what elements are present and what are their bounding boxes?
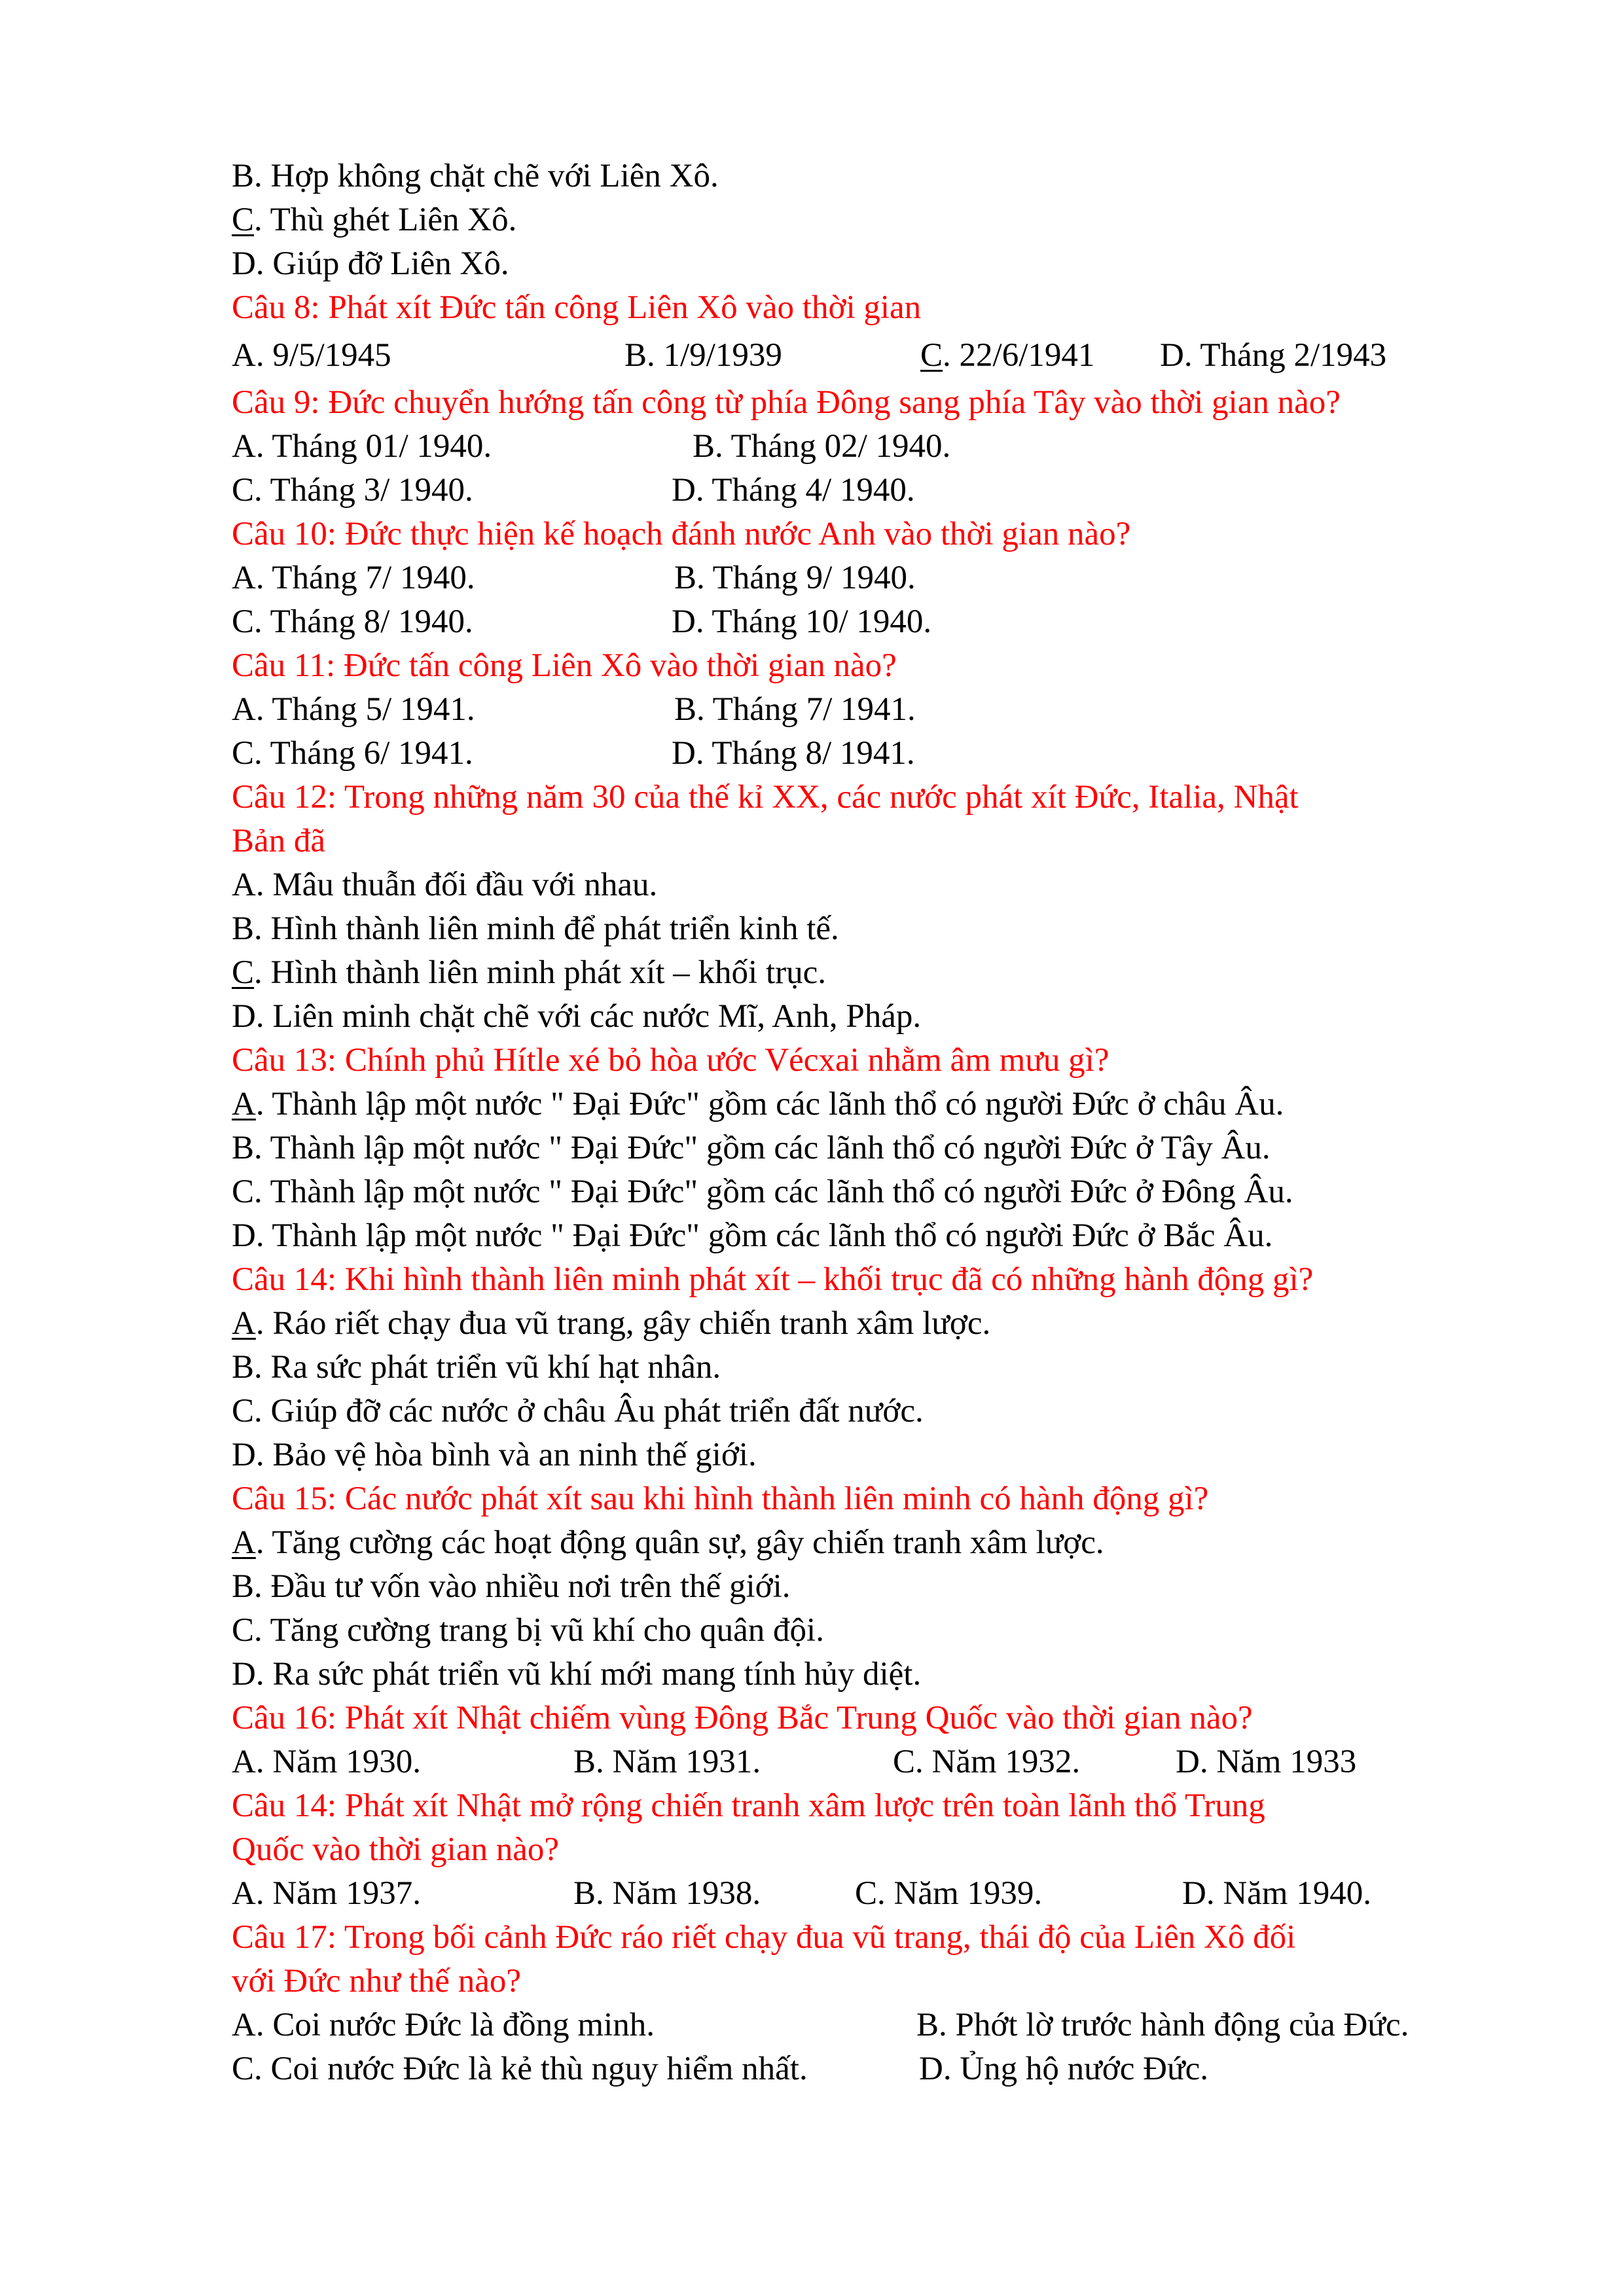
- q13-option-b: B. Thành lập một nước " Đại Đức" gồm các lãnh thổ có người Đức ở Tây Âu.: [232, 1130, 1271, 1166]
- q13-option-a-text: . Thành lập một nước " Đại Đức" gồm các lãnh thổ có người Đức ở châu Âu.: [255, 1086, 1284, 1122]
- q10-options-row-2: [232, 600, 1541, 644]
- q16-option-c: C. Năm 1932.: [893, 1744, 1081, 1780]
- q15-option-b: B. Đầu tư vốn vào nhiều nơi trên thế giới.: [232, 1568, 791, 1605]
- q16-option-a: A. Năm 1930.: [232, 1744, 421, 1780]
- q10-options-row-1: [232, 556, 1541, 600]
- q14-option-c: C. Giúp đỡ các nước ở châu Âu phát triển đất nước.: [232, 1393, 924, 1429]
- q14-option-b: B. Ra sức phát triển vũ khí hạt nhân.: [232, 1349, 721, 1386]
- q9-option-c: C. Tháng 3/ 1940.: [232, 472, 473, 509]
- q10-option-d: D. Tháng 10/ 1940.: [672, 603, 932, 640]
- q10-title: Câu 10: Đức thực hiện kế hoạch đánh nước Anh vào thời gian nào?: [232, 516, 1131, 552]
- q10-option-a: A. Tháng 7/ 1940.: [232, 560, 475, 596]
- answer-mark: A: [232, 1086, 256, 1122]
- q15-title: Câu 15: Các nước phát xít sau khi hình thành liên minh có hành động gì?: [232, 1480, 1209, 1517]
- q9-option-b: B. Tháng 02/ 1940.: [693, 428, 951, 465]
- q11-title: Câu 11: Đức tấn công Liên Xô vào thời gian nào?: [232, 647, 897, 684]
- q14b-option-d: D. Năm 1940.: [1182, 1875, 1371, 1912]
- q11-option-c: C. Tháng 6/ 1941.: [232, 735, 473, 772]
- q14b-option-c: C. Năm 1939.: [855, 1875, 1043, 1912]
- q14b-options-row: [232, 1872, 1541, 1916]
- document-page: [232, 154, 1541, 2091]
- q7-option-b-text: B. Hợp không chặt chẽ với Liên Xô.: [232, 158, 719, 194]
- q14b-option-b: B. Năm 1938.: [573, 1875, 761, 1912]
- q17-title-line-2: với Đức như thế nào?: [232, 1963, 521, 2000]
- q15-option-d: D. Ra sức phát triển vũ khí mới mang tính hủy diệt.: [232, 1656, 922, 1693]
- answer-mark: A: [232, 1305, 256, 1342]
- q16-title: Câu 16: Phát xít Nhật chiếm vùng Đông Bắc Trung Quốc vào thời gian nào?: [232, 1700, 1253, 1736]
- q17-options-row-1: [232, 2003, 1541, 2047]
- q9-options-row-2: [232, 469, 1541, 512]
- q12-title-line-2: Bản đã: [232, 823, 326, 859]
- q14b-option-a: A. Năm 1937.: [232, 1875, 421, 1912]
- q10-option-c: C. Tháng 8/ 1940.: [232, 603, 473, 640]
- q12-option-b: B. Hình thành liên minh để phát triển kinh tế.: [232, 910, 839, 947]
- q16-option-d: D. Năm 1933: [1176, 1744, 1357, 1780]
- q13-option-a: [232, 1083, 1541, 1126]
- q14b-title-line-1: Câu 14: Phát xít Nhật mở rộng chiến tranh xâm lược trên toàn lãnh thổ Trung: [232, 1787, 1265, 1824]
- q10-option-b: B. Tháng 9/ 1940.: [674, 560, 916, 596]
- q8-option-d: D. Tháng 2/1943: [1160, 337, 1387, 374]
- q8-title: Câu 8: Phát xít Đức tấn công Liên Xô vào thời gian: [232, 289, 922, 326]
- q17-title-line-1: Câu 17: Trong bối cảnh Đức ráo riết chạy đua vũ trang, thái độ của Liên Xô đối: [232, 1919, 1296, 1956]
- q7-option-d-text: D. Giúp đỡ Liên Xô.: [232, 245, 509, 282]
- q17-options-row-2: [232, 2047, 1541, 2091]
- q9-option-d: D. Tháng 4/ 1940.: [672, 472, 915, 509]
- q15-option-a: [232, 1521, 1541, 1565]
- q15-option-a-text: . Tăng cường các hoạt động quân sự, gây chiến tranh xâm lược.: [255, 1524, 1104, 1561]
- q7-option-d: [232, 242, 1541, 286]
- q14b-title-line-2: Quốc vào thời gian nào?: [232, 1831, 559, 1868]
- q11-options-row-2: [232, 732, 1541, 776]
- q12-option-c: [232, 951, 1541, 995]
- q17-option-c: C. Coi nước Đức là kẻ thù nguy hiểm nhất.: [232, 2051, 808, 2087]
- q9-option-a: A. Tháng 01/ 1940.: [232, 428, 492, 465]
- q11-option-d: D. Tháng 8/ 1941.: [672, 735, 915, 772]
- q16-options-row: [232, 1740, 1541, 1784]
- q14-option-a-text: . Ráo riết chạy đua vũ trang, gây chiến tranh xâm lược.: [255, 1305, 991, 1342]
- answer-mark: A: [232, 1524, 256, 1561]
- q7-option-b: [232, 154, 1541, 198]
- q12-title-line-1: Câu 12: Trong những năm 30 của thế kỉ XX, các nước phát xít Đức, Italia, Nhật: [232, 779, 1299, 816]
- q13-title: Câu 13: Chính phủ Hítle xé bỏ hòa ước Vécxai nhằm âm mưu gì?: [232, 1042, 1110, 1079]
- q17-option-b: B. Phớt lờ trước hành động của Đức.: [916, 2007, 1409, 2043]
- answer-mark: C: [232, 202, 255, 238]
- q9-title: Câu 9: Đức chuyển hướng tấn công từ phía Đông sang phía Tây vào thời gian nào?: [232, 384, 1341, 421]
- q12-option-c-text: . Hình thành liên minh phát xít – khối trục.: [254, 954, 827, 991]
- q7-option-c: [232, 198, 1541, 242]
- q14-title: Câu 14: Khi hình thành liên minh phát xít – khối trục đã có những hành động gì?: [232, 1261, 1314, 1298]
- q8-option-c-text: . 22/6/1941: [943, 337, 1095, 374]
- q13-option-c: C. Thành lập một nước " Đại Đức" gồm các lãnh thổ có người Đức ở Đông Âu.: [232, 1174, 1293, 1210]
- q17-option-a: A. Coi nước Đức là đồng minh.: [232, 2007, 655, 2043]
- q13-option-d: D. Thành lập một nước " Đại Đức" gồm các lãnh thổ có người Đức ở Bắc Âu.: [232, 1217, 1273, 1254]
- q11-option-b: B. Tháng 7/ 1941.: [674, 691, 916, 728]
- q11-options-row-1: [232, 688, 1541, 732]
- q8-option-a: A. 9/5/1945: [232, 337, 391, 374]
- q15-option-c: C. Tăng cường trang bị vũ khí cho quân đội.: [232, 1612, 824, 1649]
- q8-options-row: [232, 330, 1541, 381]
- q16-option-b: B. Năm 1931.: [573, 1744, 761, 1780]
- q7-option-c-text: . Thù ghét Liên Xô.: [254, 202, 517, 238]
- q11-option-a: A. Tháng 5/ 1941.: [232, 691, 475, 728]
- q14-option-a: [232, 1302, 1541, 1346]
- q14-option-d: D. Bảo vệ hòa bình và an ninh thế giới.: [232, 1437, 757, 1473]
- q12-option-d: D. Liên minh chặt chẽ với các nước Mĩ, Anh, Pháp.: [232, 998, 922, 1035]
- answer-mark: C: [920, 337, 943, 374]
- q8-option-b: B. 1/9/1939: [624, 337, 782, 374]
- q8-option-c: [920, 330, 1094, 381]
- answer-mark: C: [232, 954, 255, 991]
- q12-option-a: A. Mâu thuẫn đối đầu với nhau.: [232, 867, 658, 903]
- q9-options-row-1: [232, 425, 1541, 469]
- q17-option-d: D. Ủng hộ nước Đức.: [919, 2051, 1209, 2087]
